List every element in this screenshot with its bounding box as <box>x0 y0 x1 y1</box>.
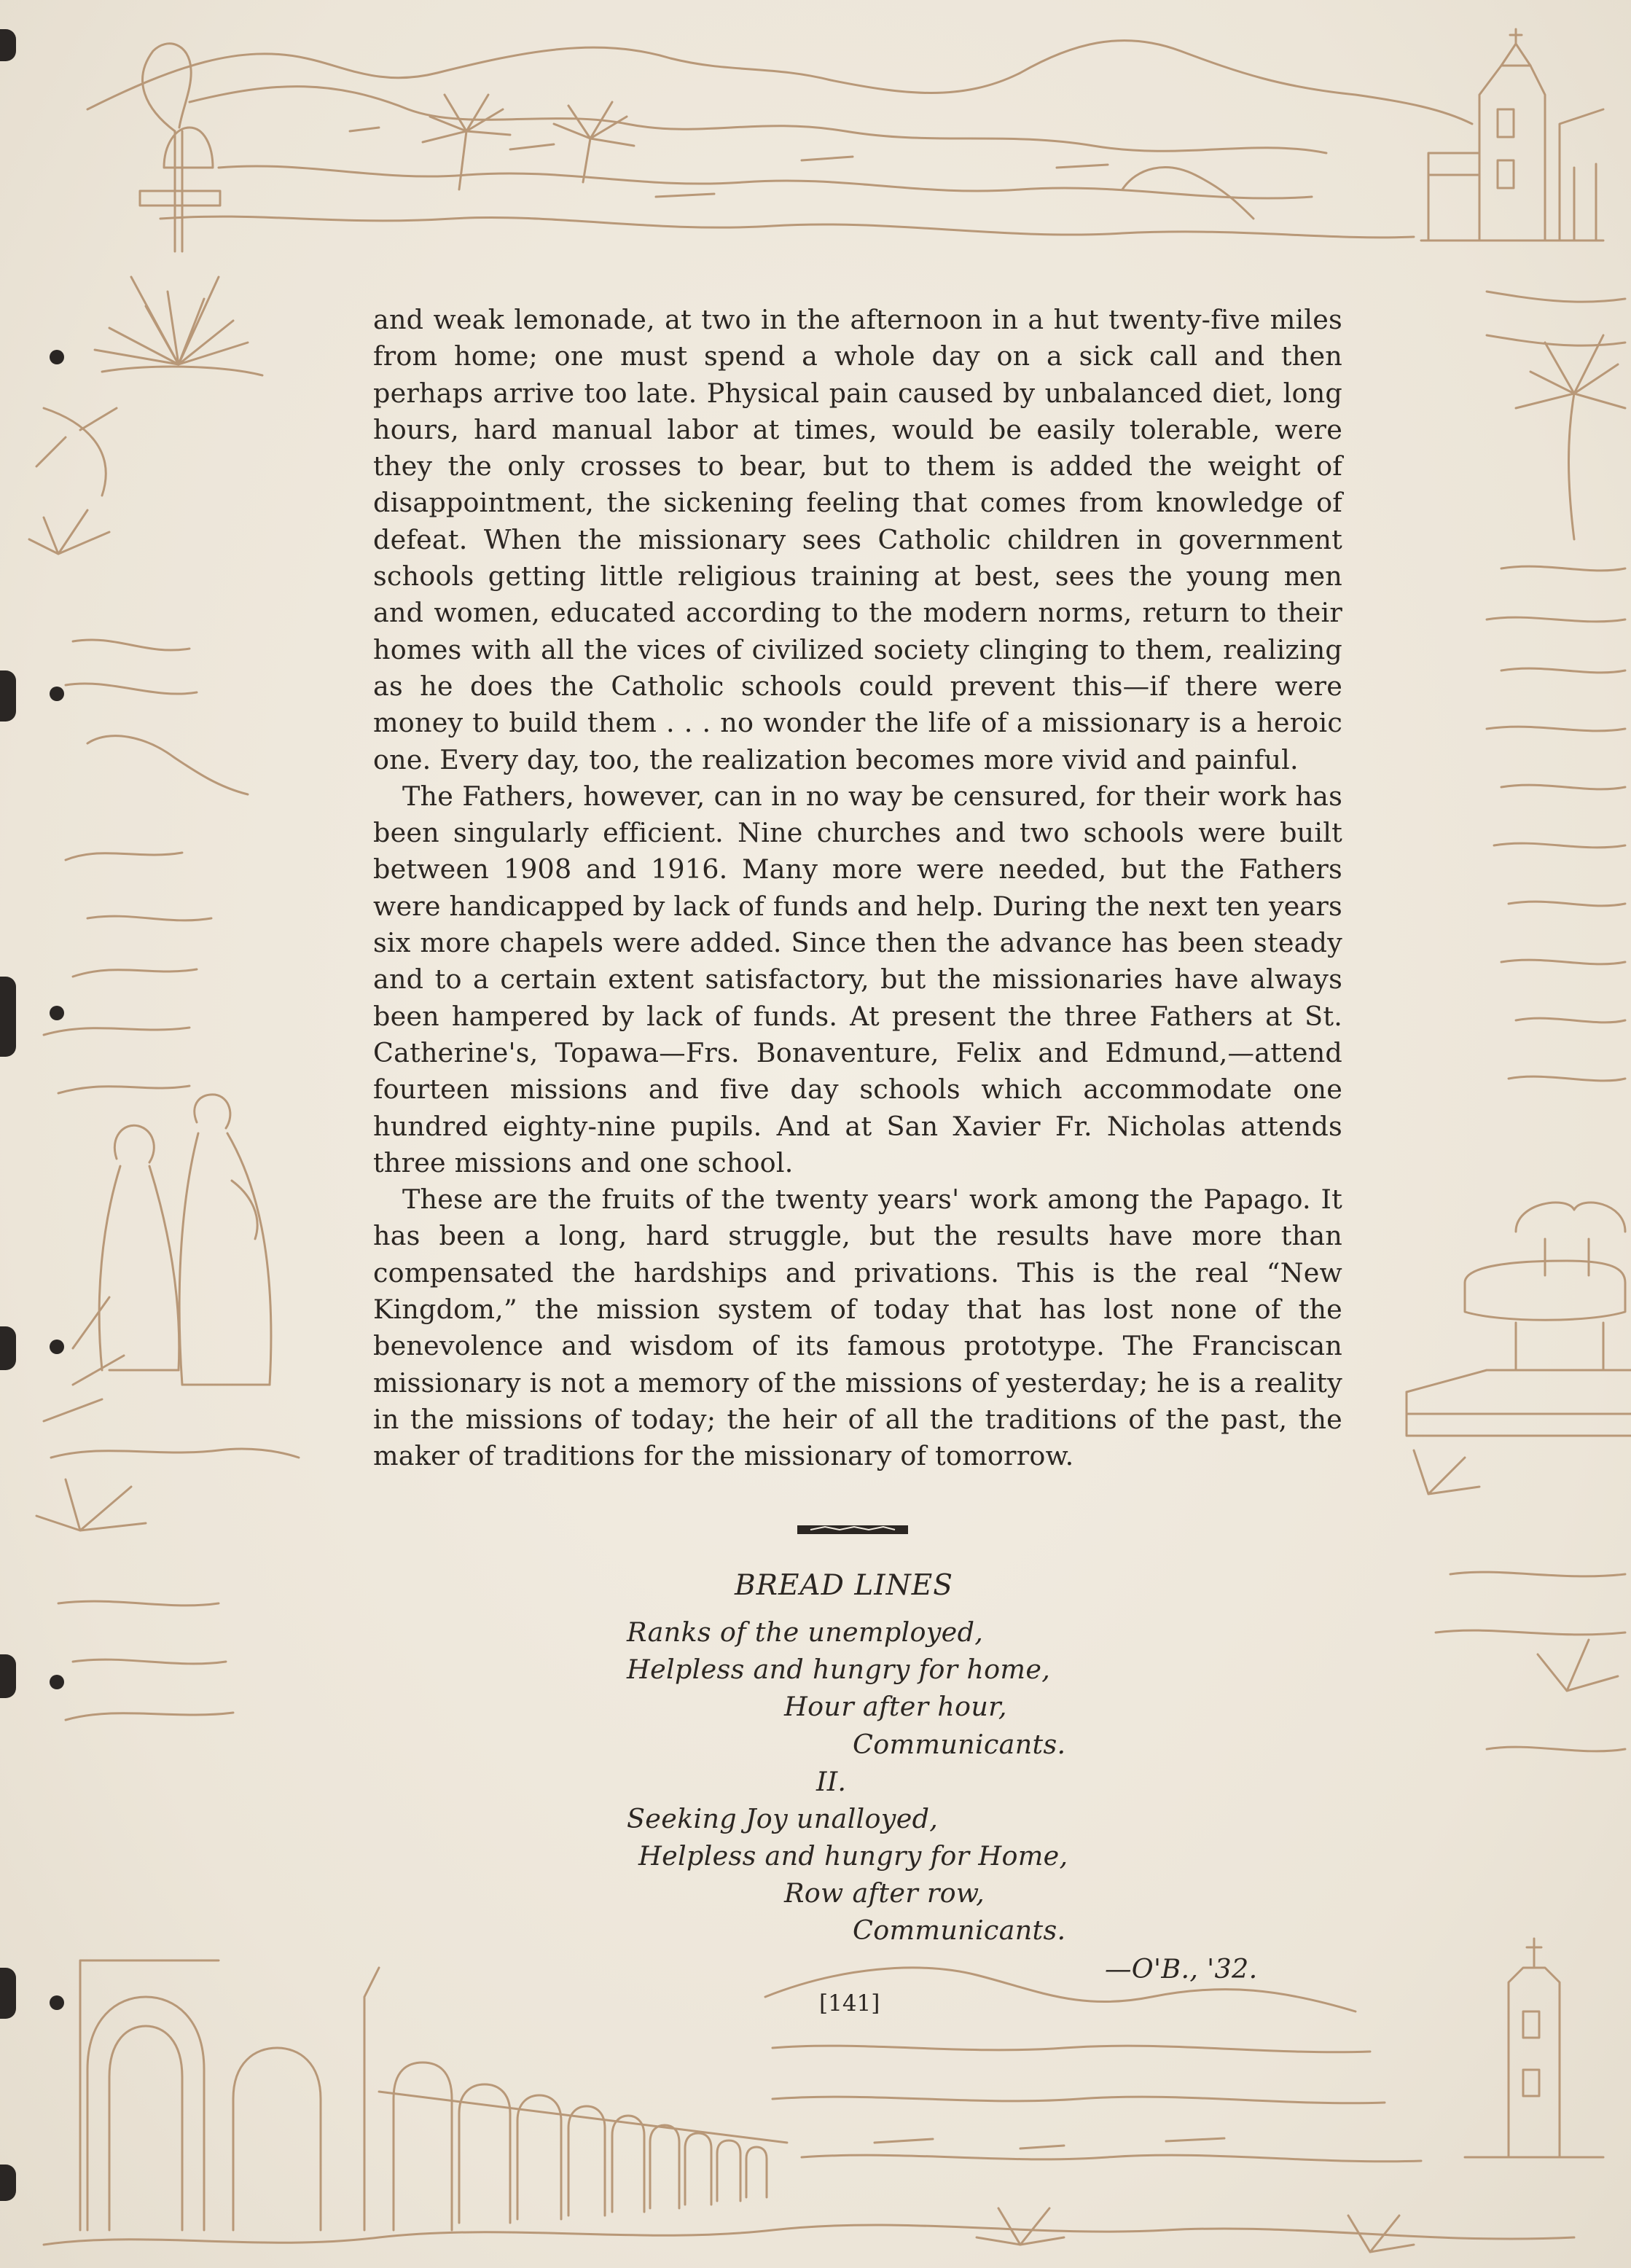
poem-line: Seeking Joy unalloyed, <box>627 1803 939 1834</box>
page-number: [141] <box>819 1990 880 2017</box>
poem-signature: —O'B., '32. <box>1105 1953 1258 1984</box>
poem-line: Helpless and hungry for Home, <box>638 1840 1068 1872</box>
poem-line: Helpless and hungry for home, <box>627 1654 1051 1685</box>
poem-line: Communicants. <box>853 1729 1066 1760</box>
punch-hole <box>50 1675 64 1689</box>
poem-line: Communicants. <box>853 1915 1066 1946</box>
punch-hole <box>50 687 64 701</box>
article-paragraph: The Fathers, however, can in no way be censured, for their work has been singularly efficient. Nine churches and two schools were built between 1908 and 1916. Many more were needed, but the Fathers were handicapped by lack of funds and help. During the next ten years six more chapels were added. Since then the advance has been steady and to a certain extent satisfactory, but the missionaries have always been hampered by lack of funds. At present the three Fathers at St. Catherine's, Topawa—Frs. Bonaventure, Felix and Edmund,—attend fourteen missions and five day schools which accommodate one hundred eighty-nine pupils. And at San Xavier Fr. Nicholas attends three missions and one school. <box>373 780 1342 1178</box>
poem-title: BREAD LINES <box>735 1569 953 1602</box>
ornament-divider <box>796 1521 910 1538</box>
punch-hole <box>50 1995 64 2010</box>
article-paragraph: and weak lemonade, at two in the afternoon in a hut twenty-five miles from home; one must spend a whole day on a sick call and then perhaps arrive too late. Physical pain caused by unbalanced diet, long hours, hard manual labor at times, would be easily tolerable, were they the only crosses to bear, but to them is added the weight of disappointment, the sickening feeling that comes from knowledge of defeat. When the missionary sees Catholic children in government schools getting little religious training at best, sees the young men and women, educated according to the modern norms, return to their homes with all the vices of civilized society clinging to them, realizing as he does the Catholic schools could prevent this—if there were money to build them . . . no wonder the life of a missionary is a heroic one. Every day, too, the realization becomes more vivid and painful. <box>373 304 1342 775</box>
binding-edge-tab <box>0 29 16 61</box>
binding-edge-tab <box>0 1654 16 1698</box>
binding-edge-tab <box>0 2165 16 2201</box>
binding-edge-tab <box>0 670 16 722</box>
poem-line: Row after row, <box>784 1877 985 1909</box>
binding-edge-tab <box>0 977 16 1057</box>
punch-hole <box>50 350 64 364</box>
article-body <box>373 302 1342 1475</box>
poem-line: Hour after hour, <box>784 1691 1007 1722</box>
punch-hole <box>50 1006 64 1020</box>
poem-line: Ranks of the unemployed, <box>627 1616 984 1648</box>
binding-edge-tab <box>0 1326 16 1370</box>
poem-stanza-number: II. <box>816 1766 847 1797</box>
article-paragraph: These are the fruits of the twenty years' work among the Papago. It has been a long, hard struggle, but the results have more than compensated the hardships and privations. This is the real “New Kingdom,” the mission system of today that has lost none of the benevolence and wisdom of its famous prototype. The Franciscan missionary is not a memory of the missions of yesterday; he is a reality in the missions of today; the heir of all the traditions of the past, the maker of traditions for the missionary of tomorrow. <box>373 1184 1342 1472</box>
binding-edge-tab <box>0 1968 16 2019</box>
punch-hole <box>50 1340 64 1354</box>
